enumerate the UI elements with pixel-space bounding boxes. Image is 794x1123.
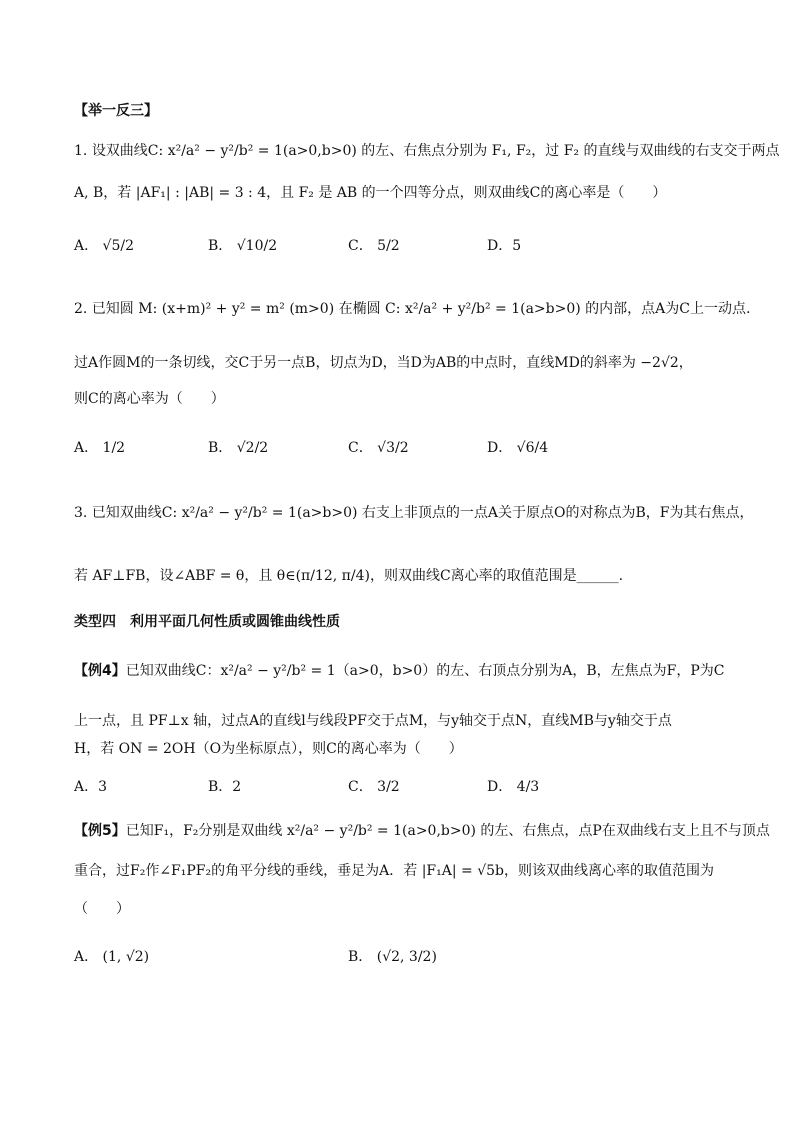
problem-2-line-1 — [74, 298, 750, 318]
problem-number: 2. — [74, 301, 88, 317]
option-c: C． 3/2 — [348, 779, 400, 795]
option-c: C． 5/2 — [348, 238, 400, 254]
header-title: 【举一反三】 — [74, 103, 158, 119]
option-a: A． √5/2 — [74, 238, 135, 254]
problem-1-line-2: A, B，若 |AF₁| : |AB| = 3 : 4，且 F₂ 是 AB 的一个四等分点，则双曲线C的离心率是（ ） — [74, 185, 667, 201]
option-d: D． √6/4 — [487, 440, 549, 456]
problem-text: 已知圆 M: (x+m)² + y² = m² (m>0) 在椭圆 C: x²/a² + y²/b² = 1(a>b>0) 的内部，点A为C上一动点. — [91, 301, 751, 317]
example-text: 已知F₁，F₂分别是双曲线 x²/a² − y²/b² = 1(a>0,b>0) 的左、右焦点，点P在双曲线右支上且不与顶点 — [125, 823, 770, 839]
option-a: A． 1/2 — [74, 440, 126, 456]
option-b: B． √2/2 — [208, 440, 269, 456]
problem-3-line-2: 若 AF⊥FB，设∠ABF = θ，且 θ∈(π/12, π/4)，则双曲线C离心率的取值范围是______. — [74, 568, 624, 584]
example-4-line-2: 上一点，且 PF⊥x 轴，过点A的直线l与线段PF交于点M，与y轴交于点N，直线MB与y轴交于点 — [74, 713, 672, 729]
example-5-line-1 — [74, 820, 770, 840]
option-d: D．5 — [487, 238, 522, 254]
problem-number: 1. — [74, 143, 88, 159]
problem-2-line-3: 则C的离心率为（ ） — [74, 391, 225, 407]
option-b: B． (√2, 3/2) — [348, 949, 437, 965]
problem-1-line-1 — [74, 140, 780, 160]
example-5-line-2: 重合，过F₂作∠F₁PF₂的角平分线的垂线，垂足为A．若 |F₁A| = √5b，则该双曲线离心率的取值范围为 — [74, 863, 714, 879]
problem-text: 设双曲线C: x²/a² − y²/b² = 1(a>0,b>0) 的左、右焦点分别为 F₁, F₂，过 F₂ 的直线与双曲线的右支交于两点 — [91, 143, 780, 159]
example-label: 【例5】 — [74, 823, 126, 839]
option-b: B． √10/2 — [208, 238, 278, 254]
problem-3-line-1 — [74, 502, 754, 522]
option-a: A． (1, √2) — [74, 949, 150, 965]
problem-number: 3. — [74, 505, 88, 521]
option-d: D． 4/3 — [487, 779, 540, 795]
problem-2-line-2: 过A作圆M的一条切线，交C于另一点B，切点为D，当D为AB的中点时，直线MD的斜率为 −2√2， — [74, 355, 693, 371]
example-5-line-3: （ ） — [74, 901, 130, 917]
option-b: B．2 — [208, 779, 242, 795]
section-title: 类型四 利用平面几何性质或圆锥曲线性质 — [74, 614, 340, 630]
option-a: A．3 — [74, 779, 108, 795]
problem-text: 已知双曲线C: x²/a² − y²/b² = 1(a>b>0) 右支上非顶点的一点A关于原点O的对称点为B，F为其右焦点， — [91, 505, 754, 521]
example-4-line-3: H，若 ON = 2OH（O为坐标原点），则C的离心率为（ ） — [74, 741, 463, 757]
example-text: 已知双曲线C：x²/a² − y²/b² = 1（a>0，b>0）的左、右顶点分别为A，B，左焦点为F，P为C — [125, 663, 725, 679]
example-label: 【例4】 — [74, 663, 126, 679]
option-c: C． √3/2 — [348, 440, 409, 456]
example-4-line-1 — [74, 660, 724, 680]
